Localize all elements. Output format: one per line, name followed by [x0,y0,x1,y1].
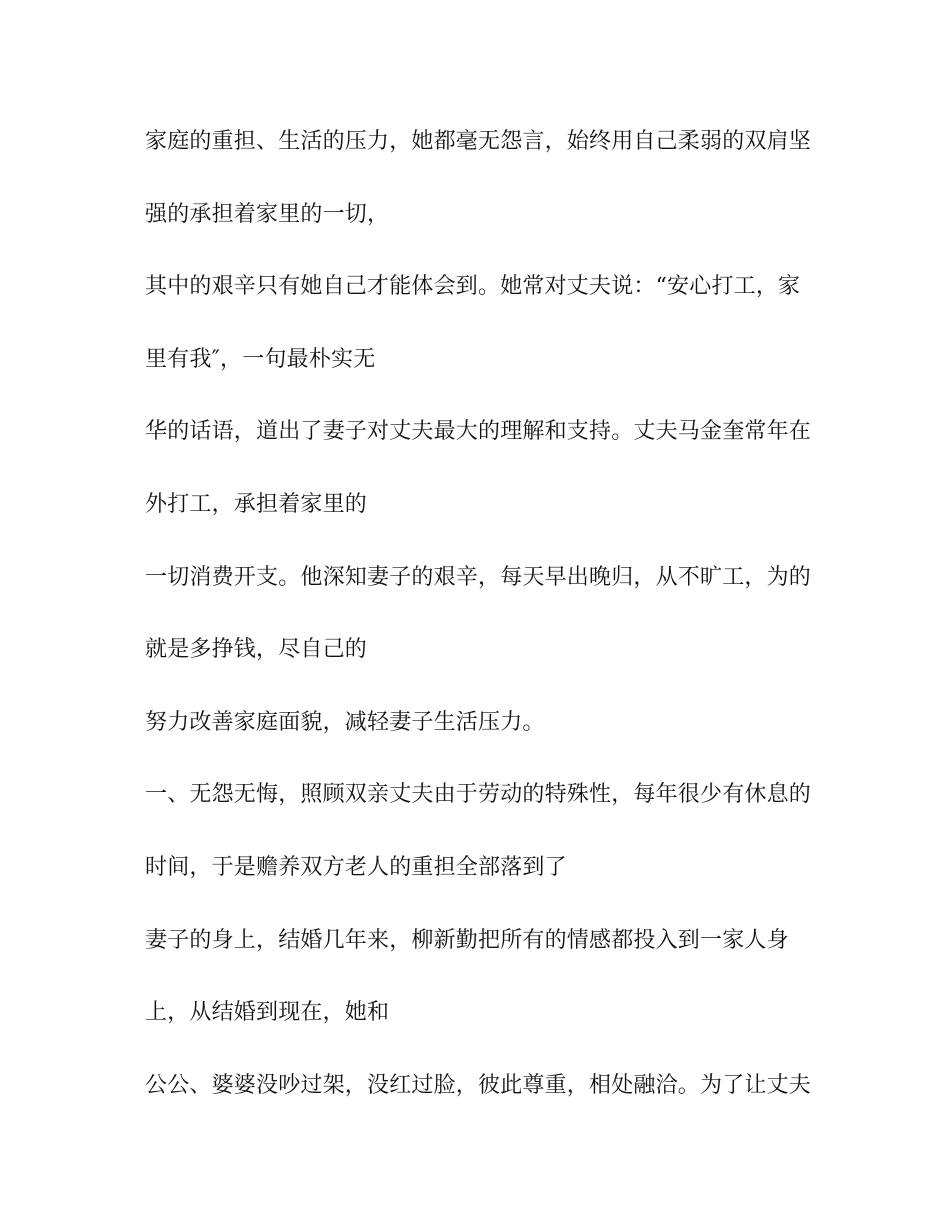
text-line: 外打工，承担着家里的 [145,491,368,517]
text-line: 家庭的重担、生活的压力，她都毫无怨言，始终用自己柔弱的双肩坚 [145,129,812,154]
text-line: 上，从结婚到现在，她和 [145,1000,390,1026]
text-line: 一切消费开支。他深知妻子的艰辛，每天早出晚归，从不旷工，为的 [145,564,812,590]
text-line: 公公、婆婆没吵过架，没红过脸，彼此尊重，相处融洽。为了让丈夫 [145,1072,812,1098]
text-line: 努力改善家庭面貌，减轻妻子生活压力。 [145,709,545,735]
text-line: 其中的艰辛只有她自己才能体会到。她常对丈夫说：“安心打工，家 [145,274,801,300]
text-line: 就是多挣钱，尽自己的 [145,637,368,663]
text-line: 一、无怨无悔，照顾双亲丈夫由于劳动的特殊性，每年很少有休息的 [145,782,812,808]
text-line: 华的话语，道出了妻子对丈夫最大的理解和支持。丈夫马金奎常年在 [145,419,812,445]
text-line: 妻子的身上，结婚几年来，柳新勤把所有的情感都投入到一家人身 [145,927,789,953]
text-line: 时间，于是赡养双方老人的重担全部落到了 [145,854,567,880]
text-line: 强的承担着家里的一切， [145,201,390,227]
text-line: 里有我″，一句最朴实无 [145,346,376,372]
document-body [145,118,815,1134]
